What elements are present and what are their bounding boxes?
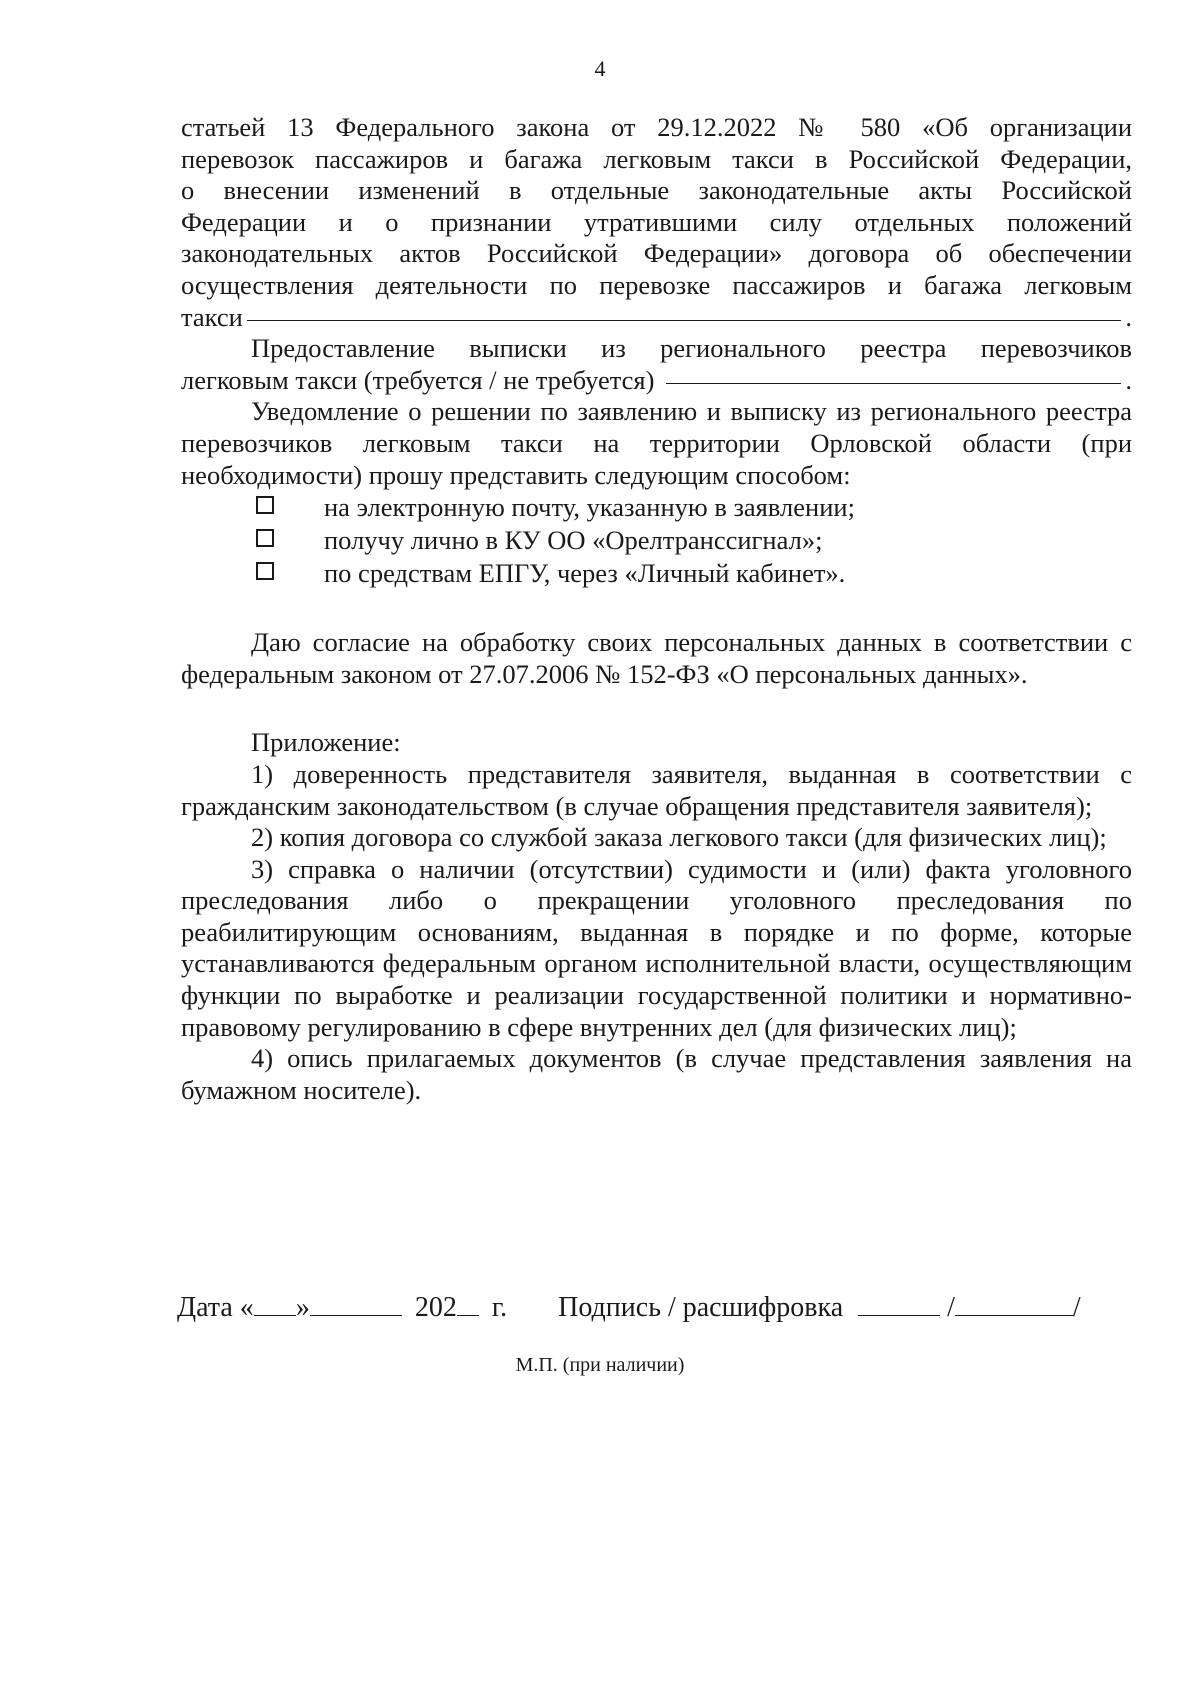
extract-blank-line	[181, 365, 1132, 397]
document-body	[181, 112, 1132, 1106]
intro-line: Федерации и о признании утратившими силу отдельных положений	[181, 206, 1132, 237]
year-suffix: г.	[491, 1292, 508, 1323]
intro-line: законодательных актов Российской Федерации» договора об обеспечении	[181, 238, 1132, 269]
signature-line	[177, 1292, 1137, 1324]
stamp-note: М.П. (при наличии)	[515, 1354, 685, 1376]
appendix-heading: Приложение:	[251, 727, 401, 758]
signature-slash: /	[947, 1292, 955, 1323]
appendix-item: 3) справка о наличии (отсутствии) судимости и (или) факта уголовного преследования либо о прекращении уголовного преследования по реабилитирующим основаниям, выданная в порядке и по форме, которые устанавливаются федеральным органом исполнительной власти, осуществляющим функции по выработке и реализации государственной политики и нормативно-правовому регулированию в сфере внутренних дел (для физических лиц);	[181, 853, 1132, 1042]
taxi-line-end: .	[1125, 301, 1132, 332]
transcript-blank-field[interactable]	[955, 1293, 1073, 1316]
month-blank-field[interactable]	[310, 1293, 402, 1316]
taxi-label: такси	[181, 301, 243, 332]
option-label: по средствам ЕПГУ, через «Личный кабинет».	[324, 557, 846, 588]
in-person-checkbox[interactable]	[256, 529, 274, 547]
signature-slash: /	[1072, 1292, 1081, 1323]
date-mid: »	[295, 1292, 310, 1323]
taxi-blank-line	[181, 302, 1132, 334]
day-blank-field[interactable]	[254, 1293, 296, 1316]
date-label: Дата «	[177, 1292, 254, 1323]
signature-label: Подпись / расшифровка	[558, 1292, 844, 1323]
intro-line: осуществления деятельности по перевозке пассажиров и багажа легковым	[181, 269, 1132, 300]
appendix-item: 2) копия договора со службой заказа легкового такси (для физических лиц);	[251, 822, 1107, 853]
intro-line: перевозок пассажиров и багажа легковым такси в Российской Федерации,	[181, 143, 1132, 174]
page-number: 4	[594, 56, 606, 81]
extract-line-end: .	[1125, 364, 1132, 395]
option-label: получу лично в КУ ОО «Орелтранссигнал»;	[324, 524, 823, 555]
appendix-item: 1) доверенность представителя заявителя, выданная в соответствии с гражданским законодательством (в случае обращения представителя заявителя);	[181, 758, 1132, 821]
consent-paragraph: Даю согласие на обработку своих персональных данных в соответствии с федеральным законом от 27.07.2006 № 152-ФЗ «О персональных данных».	[181, 627, 1132, 689]
signature-blank-field[interactable]	[858, 1293, 940, 1316]
appendix-section	[181, 727, 1132, 1106]
intro-paragraph	[181, 112, 1132, 333]
appendix-item: 4) опись прилагаемых документов (в случае представления заявления на бумажном носителе).	[181, 1043, 1132, 1105]
delivery-option	[256, 557, 1132, 590]
year-label: 202	[414, 1292, 457, 1323]
delivery-option	[256, 491, 1132, 524]
option-label: на электронную почту, указанную в заявлении;	[324, 491, 855, 522]
intro-line: о внесении изменений в отдельные законодательные акты Российской	[181, 175, 1132, 206]
taxi-blank-field[interactable]	[247, 319, 1122, 321]
epgu-checkbox[interactable]	[256, 562, 274, 580]
email-checkbox[interactable]	[256, 496, 274, 514]
delivery-option	[256, 524, 1132, 557]
extract-line: Предоставление выписки из регионального реестра перевозчиков	[251, 333, 1132, 364]
extract-label: легковым такси (требуется / не требуется)	[181, 364, 655, 395]
intro-line: статьей 13 Федерального закона от 29.12.2022 № 580 «Об организации	[181, 112, 1132, 142]
notification-paragraph: Уведомление о решении по заявлению и выписку из регионального реестра перевозчиков легковым такси на территории Орловской области (при необходимости) прошу представить следующим способом:	[181, 396, 1132, 490]
delivery-options	[256, 491, 1132, 590]
extract-paragraph	[181, 333, 1132, 396]
year-blank-field[interactable]	[457, 1293, 479, 1316]
extract-blank-field[interactable]	[666, 382, 1121, 384]
